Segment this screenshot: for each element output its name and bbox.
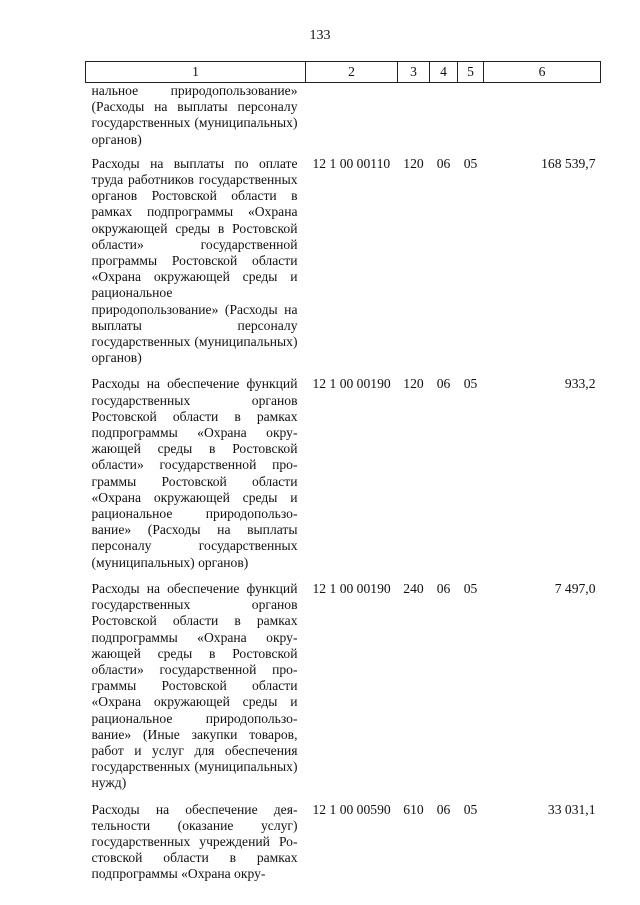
budget-table	[85, 61, 601, 893]
table-row	[86, 581, 601, 802]
row-amount: 933,2	[564, 376, 596, 392]
table-row	[86, 156, 601, 377]
row-expense-type	[398, 83, 430, 156]
row-target-code	[306, 83, 398, 156]
row-section: 06	[436, 580, 451, 596]
row-expense-type: 120	[403, 155, 424, 171]
table-row	[86, 376, 601, 580]
row-target-code: 12 1 00 00110	[312, 155, 391, 171]
row-description: нальное природопользование» (Расходы на выплаты персоналу государственных (муниципальных) органов)	[91, 83, 298, 147]
row-amount: 168 539,7	[541, 155, 596, 171]
row-subsection: 05	[463, 376, 478, 392]
row-target-code: 12 1 00 00190	[312, 580, 391, 596]
header-col-3: 3	[398, 62, 430, 83]
row-subsection: 05	[463, 155, 478, 171]
row-subsection	[458, 83, 484, 156]
row-section: 06	[436, 376, 451, 392]
row-section: 06	[436, 155, 451, 171]
row-target-code: 12 1 00 00190	[312, 376, 391, 392]
page-number: 133	[309, 28, 331, 43]
header-col-5: 5	[458, 62, 484, 83]
row-subsection: 05	[463, 580, 478, 596]
table-body	[86, 83, 601, 893]
header-col-2: 2	[306, 62, 398, 83]
row-amount: 33 031,1	[547, 801, 596, 817]
row-subsection: 05	[463, 801, 478, 817]
header-col-6: 6	[484, 62, 601, 83]
row-expense-type: 240	[403, 580, 424, 596]
header-col-1: 1	[86, 62, 306, 83]
table-row	[86, 802, 601, 893]
row-target-code: 12 1 00 00590	[312, 801, 391, 817]
row-description: Расходы на обеспечение функций государственных органов Ростовской области в рамках подпрограммы «Охрана окружающей среды в Ростовской области» государственной программы Ростовской области «Охрана окружающей среды и рациональное природопользование» (Расходы на выплаты персоналу государственных (муниципальных) органов)	[91, 376, 298, 570]
table-row	[86, 83, 601, 156]
row-amount	[484, 83, 601, 156]
row-expense-type: 610	[403, 801, 424, 817]
header-col-4: 4	[430, 62, 458, 83]
row-section: 06	[436, 801, 451, 817]
row-description: Расходы на обеспечение функций государственных органов Ростовской области в рамках подпрограммы «Охрана окружающей среды в Ростовской области» государственной программы Ростовской области «Охрана окружающей среды и рациональное природопользование» (Иные закупки товаров, работ и услуг для обеспечения государственных (муниципальных) нужд)	[91, 580, 298, 791]
row-amount: 7 497,0	[554, 580, 596, 596]
row-description: Расходы на обеспечение деятельности (оказание услуг) государственных учреждений Ростовской области в рамках подпрограммы «Охрана окру-	[91, 801, 298, 882]
row-section	[430, 83, 458, 156]
row-description: Расходы на выплаты по оплате труда работников государственных органов Ростовской области в рамках подпрограммы «Охрана окружающей среды в Ростовской области» государственной программы Ростовской области «Охрана окружающей среды и рациональное природопользование» (Расходы на выплаты персоналу государственных (муниципальных) органов)	[91, 155, 298, 366]
table-header	[86, 62, 601, 83]
row-expense-type: 120	[403, 376, 424, 392]
